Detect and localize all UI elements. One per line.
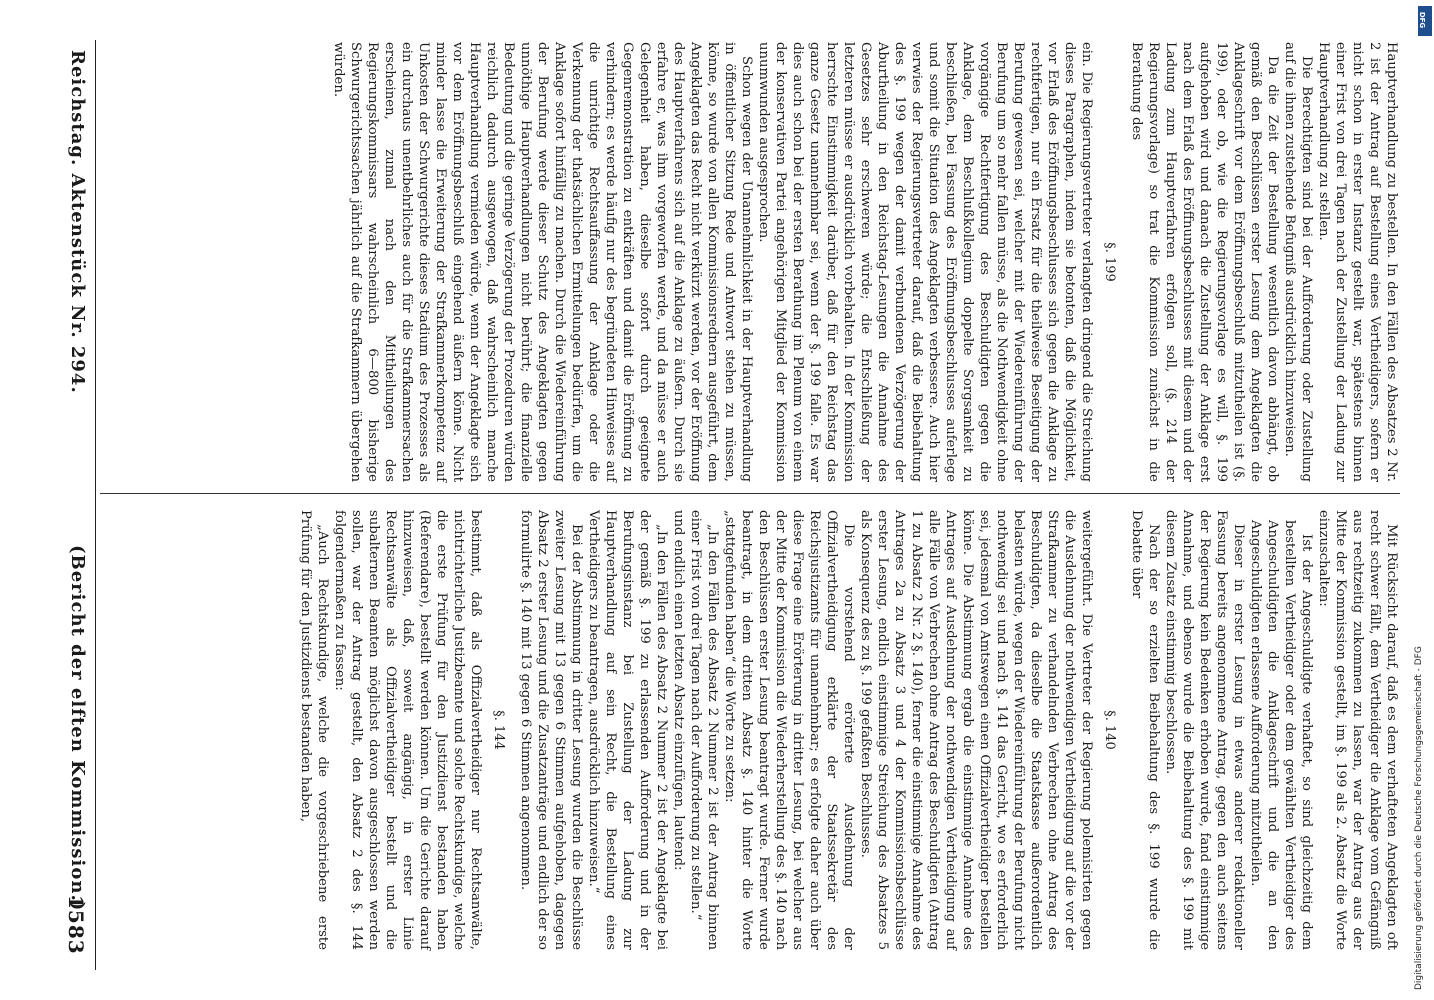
col3-section-144: §. 144 [491, 710, 506, 750]
header-left-title: Reichstag. Aktenstück Nr. 294. [67, 50, 88, 394]
dfg-logo: DFG [1418, 6, 1432, 36]
col3-quote-4: „Auch Rechtskundige, welche die vorgeschriebene erste Prüfung für den Justizdienst bestanden haben, [298, 510, 330, 950]
col3-paragraph-7: Bei der Abstimmung in dritter Lesung wurden die Beschlüsse zweiter Lesung mit 13 gegen 6 Stimmen aufgehoben, dagegen Absatz 2 erster Lesung und die Zusatzanträge und endlich der so formulirte §. 140 mit 13 gegen 6 Stimmen angenommen. [518, 510, 584, 950]
col3-paragraph-6: und endlich einen letzten Absatz einzufügen, lautend: [671, 510, 686, 871]
col1-paragraph-3: Da die Zeit der Bestellung wesentlich davon abhängt, ob gemäß den Beschlüssen erster Lesung dem Angeklagten die Anklageschrift vor dem Eröffnungsbeschluß mitzutheilen ist (§. 199), oder ob, wie die Regierungsvorlage es will, §. 199 aufgehoben wird und danach die Zustellung der Anklage erst nach dem Erlaß des Eröffnungsbeschlusses mit diesem und der Ladung zum Hauptverfahren erfolgen soll, (§. 214 der Regierungsvorlage) so trat die Kommission zunächst in die Berathung des [1129, 42, 1280, 482]
col3-quote-1: Ist der Angeschuldigte verhaftet, so sind gleichzeitig dem bestellten Vertheidiger oder dem gewählten Vertheidiger des Angeschuldigten die Anklageschrift und die an den Angeschuldigten erlassene Aufforderung mitzutheilen. [1248, 520, 1314, 950]
page-number: 1583 [64, 895, 88, 955]
col2-section-heading: §. 199 [1102, 242, 1117, 282]
col3-paragraph-3: Nach der so erzielten Beibehaltung des §. 199 wurde die Debatte über [1129, 510, 1161, 950]
col1-paragraph-1: Hauptverhandlung zu bestellen. In den Fällen des Absatzes 2 Nr. 2 ist der Antrag auf Bestellung eines Vertheidigers, sofern er nicht schon in erster Instanz gestellt war, spätestens binnen einer Frist von drei Tagen nach der Zustellung der Ladung zur Hauptverhandlung zu stellen. [1316, 42, 1399, 482]
col2-paragraph-1: ein. Die Regierungsvertreter verlangten dringend die Streichung dieses Paragraphen, indem sie betonten, daß die Möglichkeit, vor Erlaß des Eröffnungsbeschlusses sich gegen die Anklage zu rechtfertigen, nur ein Ersatz für die theilweise Beseitigung der Berufung gewesen sei, welcher mit der Wiedereinführung der Berufung um so mehr fallen müsse, als die Nothwendigkeit ohne vorgängige Rechtfertigung des Beschuldigten gegen die Anklage, dem Beschlußkollegium doppelte Sorgsamkeit zu beschließen, bei Fassung des Eröffnungsbeschlusses auferlege und somit die Situation des Angeklagten verbessere. Auch hier verwies der Regierungsvertreter darauf, daß die Beibehaltung des §. 199 wegen der damit verbundenen Verzögerung der Aburtheilung in den Reichstag-Lesungen die Annahme des Gesetzes sehr erschweren würde; die Entschließung der letzteren müsse er ausdrücklich vorbehalten. In der Kommission herrschte Einstimmigkeit darüber, daß für den Reichstag das ganze Gesetz unannehmbar sei, wenn der §. 199 falle. Es war dies auch schon bei der ersten Berathung im Plenum von einem der konservativen Partei angehörigen Mitglied der Kommission unumwunden ausgesprochen. [756, 42, 1094, 482]
column-divider [100, 493, 1400, 494]
digitization-credit: Digitalisierung gefördert durch die Deutsche Forschungsgemeinschaft - DFG [1414, 646, 1424, 990]
col3-paragraph-8: bestimmt, daß als Offizialvertheidiger nur Rechtsanwälte, nichtrichterliche Justizbeamte und solche Rechtskundige, welche die erste Prüfung für den Justizdienst bestanden haben (Referendare), bestellt werden können. Um die Gerichte darauf hinzuweisen, daß, soweit angängig, in erster Linie Rechtsanwälte als Offizialvertheidiger bestellt und die subalternen Beamten möglichst davon ausgeschlossen werden sollen, war der Antrag gestellt, den Absatz 2 des §. 144 folgendermaßen zu fassen: [332, 510, 483, 950]
col3-quote-2: „In den Fällen des Absatz 2 Nummer 2 ist der Antrag binnen einer Frist von drei Tagen nach der Aufforderung zu stellen.“ [688, 510, 720, 950]
col3-quote-3: „In den Fällen des Absatz 2 Nummer 2 ist der Angeklagte bei der gemäß §. 199 zu erlassenden Aufforderung und in der Berufungsinstanz bei Zustellung der Ladung zur Hauptverhandlung auf sein Recht, die Bestellung eines Vertheidigers zu beantragen, ausdrücklich hinzuweisen.“ [586, 510, 669, 950]
header-right-title: (Bericht der elften Kommission.) [67, 545, 88, 912]
col3-paragraph-2: Dieser in erster Lesung in etwas anderer redaktioneller Fassung bereits angenommene Antrag, gegen den auch seitens der Regierung kein Bedenken erhoben wurde, fand einstimmige Annahme, und ebenso wurde die Beibehaltung des §. 199 mit diesem Zusatz einstimmig beschlossen. [1163, 510, 1246, 950]
header-rule [95, 40, 96, 970]
col3-paragraph-1: Mit Rücksicht darauf, daß es dem verhafteten Angeklagten oft recht schwer fällt, dem Vertheidiger die Anklage vom Gefängniß aus rechtzeitig zukommen zu lassen, war der Antrag aus der Mitte der Kommission gestellt, im §. 199 als 2. Absatz die Worte einzuschalten: [1316, 510, 1399, 950]
col3-paragraph-4: weitergeführt. Die Vertreter der Regierung polemisirten gegen die Ausdehnung der nothwendigen Vertheidigung auf die vor der Strafkammer zu verhandelnden Verbrechen ohne Antrag des Beschuldigten, da dieselbe die Staatskasse außerordentlich belasten würde, wegen der Wiedereinführung der Berufung nicht nothwendig sei und nach §. 141 das Gericht, wo es erforderlich sei, jedesmal von Amtswegen einen Offizialvertheidiger bestellen könne. Die Abstimmung ergab die einstimmige Annahme des Antrages auf Ausdehnung der nothwendigen Vertheidigung auf alle Fälle von Verbrechen ohne Antrag des Beschuldigten (Antrag 1 zu Absatz 2 Nr. 2 §. 140), ferner die einstimmige Annahme des Antrages 2a zu Absatz 3 und 4 der Kommissionsbeschlüsse erster Lesung, endlich einstimmige Streichung des Absatzes 5 als Konsequenz des zu §. 199 gefaßten Beschlusses. [858, 510, 1094, 950]
col1-paragraph-2: Die Berechtigten sind bei der Aufforderung oder Zustellung auf die ihnen zustehende Befugniß ausdrücklich hinzuweisen. [1282, 42, 1314, 482]
col3-paragraph-5: Die vorstehend erörterte Ausdehnung der Offizialvertheidigung erklärte der Staatssekretär des Reichsjustizamts für unannehmbar; es erfolgte daher auch über diese Frage eine Erörterung in dritter Lesung, bei welcher aus der Mitte der Kommission die Wiederherstellung des §. 140 nach den Beschlüssen erster Lesung beantragt wurde. Ferner wurde beantragt, in dem dritten Absatz §. 140 hinter die Worte „stattgefunden haben“ die Worte zu setzen: [722, 510, 856, 950]
col3-section-140: §. 140 [1102, 710, 1117, 750]
col2-paragraph-2: Schon wegen der Unannehmlichkeit in der Hauptverhandlung in öffentlicher Sitzung Rede und Antwort stehen zu müssen, könne, so wurde von allen Kommissionsrednern ausgeführt, dem Angeklagten das Recht nicht verkürzt werden, vor der Eröffnung des Hauptverfahrens sich auf die Anklage zu äußern. Durch sie erfahre er, was ihm vorgeworfen werde, und da müsse er auch Gelegenheit haben, dieselbe sofort durch geeignete Gegenremonstration zu entkräften und damit die Eröffnung zu verhindern; es werde häufig nur des begründeten Hinweises auf die unrichtige Rechtsauffassung der Anklage oder die Verkennung der thatsächlichen Ermittelungen bedürfen, um die Anklage sofort hinfällig zu machen. Durch die Wiedereinführung der Berufung werde dieser Schutz des Angeklagten gegen unnöthige Hauptverhandlungen nicht berührt; die finanzielle Bedeutung und die geringe Verzögerung der Prozeduren würden reichlich dadurch ausgewogen, daß wahrscheinlich manche Hauptverhandlung vermieden würde, wenn der Angeklagte sich vor dem Eröffnungsbeschluß eingehend äußern könne. Nicht minder lasse die Erweiterung der Strafkammerkompetenz auf Unkosten der Schwurgerichte dieses Stadium des Prozesses als ein durchaus unentbehrliches auch für die Strafkammersachen erscheinen, zumal nach den Mittheilungen des Regierungskommissars wahrscheinlich 6—800 bisherige Schwurgerichtssachen jährlich auf die Strafkammern übergehen würden. [331, 42, 754, 482]
